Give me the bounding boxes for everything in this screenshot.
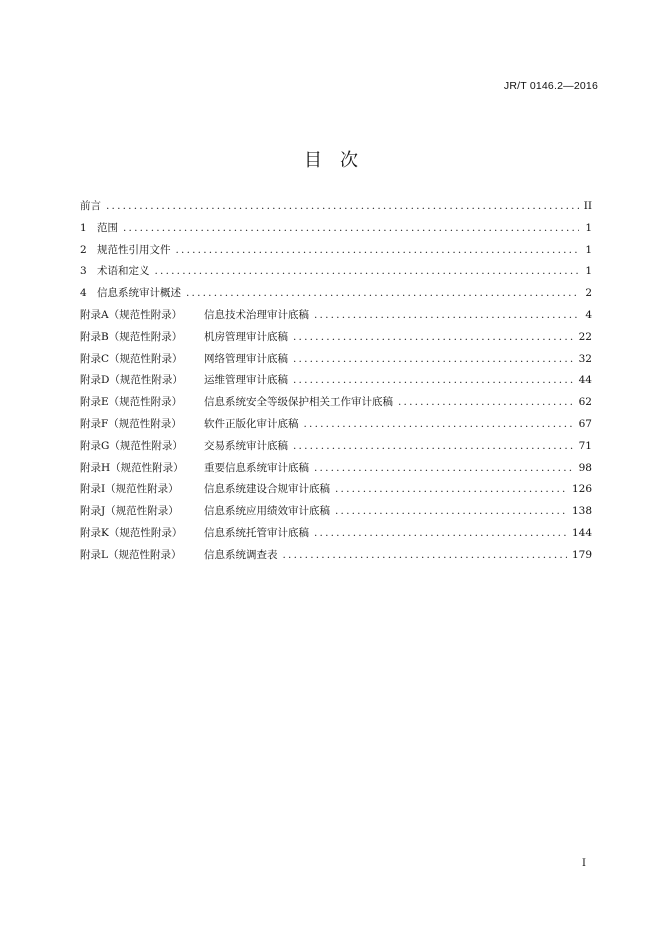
toc-entry-page: 98 (578, 461, 592, 474)
toc-appendix-tag: 附录L（规范性附录） (80, 548, 182, 561)
toc-entry-foreword[interactable] (80, 198, 592, 220)
toc-entry-page: 144 (571, 526, 592, 539)
page-title: 目 次 (304, 150, 358, 171)
toc-entry-page: 1 (585, 243, 592, 256)
toc-entry-appendix-k[interactable] (80, 525, 592, 547)
toc-leader-dots (186, 287, 579, 299)
toc-entry-label: 重要信息系统审计底稿 (204, 461, 309, 474)
toc-entry-appendix-h[interactable] (80, 460, 592, 482)
toc-leader-dots (123, 222, 579, 234)
toc-leader-dots (106, 200, 579, 212)
toc-entry-scope[interactable] (80, 220, 592, 242)
toc-entry-label: 交易系统审计底稿 (204, 439, 288, 452)
toc-appendix-tag: 附录J（规范性附录） (80, 505, 179, 518)
toc-entry-terms-definitions[interactable] (80, 263, 592, 285)
toc-leader-dots (155, 265, 580, 277)
toc-entry-appendix-l[interactable] (80, 547, 592, 569)
toc-appendix-tag: 附录K（规范性附录） (80, 526, 183, 539)
toc-entry-page: 62 (578, 396, 592, 409)
toc-appendix-tag: 附录E（规范性附录） (80, 396, 183, 409)
toc-leader-dots (304, 418, 574, 430)
toc-leader-dots (293, 440, 574, 452)
toc-entry-label: 软件正版化审计底稿 (204, 417, 299, 430)
toc-entry-appendix-f[interactable] (80, 416, 592, 438)
toc-appendix-tag: 附录C（规范性附录） (80, 352, 183, 365)
toc-entry-label: 术语和定义 (97, 265, 150, 278)
toc-entry-label: 信息技术治理审计底稿 (204, 308, 309, 321)
toc-entry-number: 2 (80, 243, 87, 256)
toc-entry-normative-references[interactable] (80, 242, 592, 264)
toc-entry-label: 信息系统调查表 (204, 548, 278, 561)
toc-entry-page: 71 (578, 439, 592, 452)
toc-leader-dots (314, 527, 567, 539)
toc-entry-label: 信息系统应用绩效审计底稿 (204, 505, 330, 518)
toc-entry-page: 2 (585, 287, 592, 300)
toc-entry-page: 1 (585, 265, 592, 278)
toc-appendix-tag: 附录F（规范性附录） (80, 417, 182, 430)
toc-entry-appendix-i[interactable] (80, 481, 592, 503)
toc-entry-label: 范围 (97, 221, 118, 234)
toc-appendix-tag: 附录B（规范性附录） (80, 330, 183, 343)
toc-entry-page: 138 (571, 505, 592, 518)
toc-entry-appendix-e[interactable] (80, 394, 592, 416)
toc-appendix-tag: 附录A（规范性附录） (80, 308, 183, 321)
toc-entry-page: 1 (585, 221, 592, 234)
toc-entry-number: 1 (80, 221, 87, 234)
toc-leader-dots (283, 549, 567, 561)
toc-appendix-tag: 附录I（规范性附录） (80, 483, 179, 496)
toc-entry-label: 网络管理审计底稿 (204, 352, 288, 365)
toc-entry-appendix-a[interactable] (80, 307, 592, 329)
toc-leader-dots (314, 462, 574, 474)
toc-appendix-tag: 附录H（规范性附录） (80, 461, 184, 474)
toc-entry-label: 信息系统建设合规审计底稿 (204, 483, 330, 496)
toc-leader-dots (293, 353, 574, 365)
toc-entry-overview[interactable] (80, 285, 592, 307)
toc-leader-dots (335, 505, 567, 517)
toc-leader-dots (398, 396, 574, 408)
table-of-contents (80, 198, 592, 569)
toc-entry-page: 126 (571, 483, 592, 496)
toc-entry-page: 44 (578, 374, 592, 387)
toc-entry-appendix-g[interactable] (80, 438, 592, 460)
toc-entry-label: 信息系统托管审计底稿 (204, 526, 309, 539)
standard-code: JR/T 0146.2—2016 (503, 80, 598, 92)
toc-entry-page: 67 (578, 417, 592, 430)
toc-entry-label: 运维管理审计底稿 (204, 374, 288, 387)
toc-entry-label: 信息系统审计概述 (97, 287, 181, 300)
toc-entry-page: 4 (585, 308, 592, 321)
toc-entry-label: 信息系统安全等级保护相关工作审计底稿 (204, 396, 393, 409)
toc-entry-number: 4 (80, 287, 87, 300)
toc-appendix-tag: 附录D（规范性附录） (80, 374, 183, 387)
toc-entry-page: 179 (571, 548, 592, 561)
toc-leader-dots (176, 244, 580, 256)
toc-leader-dots (314, 309, 579, 321)
toc-entry-appendix-c[interactable] (80, 351, 592, 373)
toc-leader-dots (335, 483, 567, 495)
toc-leader-dots (293, 374, 574, 386)
toc-entry-appendix-b[interactable] (80, 329, 592, 351)
toc-entry-appendix-j[interactable] (80, 503, 592, 525)
toc-leader-dots (293, 331, 574, 343)
toc-entry-page: II (583, 200, 592, 212)
toc-entry-page: 32 (578, 352, 592, 365)
toc-entry-appendix-d[interactable] (80, 372, 592, 394)
footer-page-number: I (582, 858, 586, 869)
toc-appendix-tag: 附录G（规范性附录） (80, 439, 183, 452)
toc-entry-number: 3 (80, 265, 87, 278)
toc-entry-label: 规范性引用文件 (97, 243, 171, 256)
toc-entry-page: 22 (578, 330, 592, 343)
toc-entry-label: 机房管理审计底稿 (204, 330, 288, 343)
toc-entry-label: 前言 (80, 200, 101, 212)
